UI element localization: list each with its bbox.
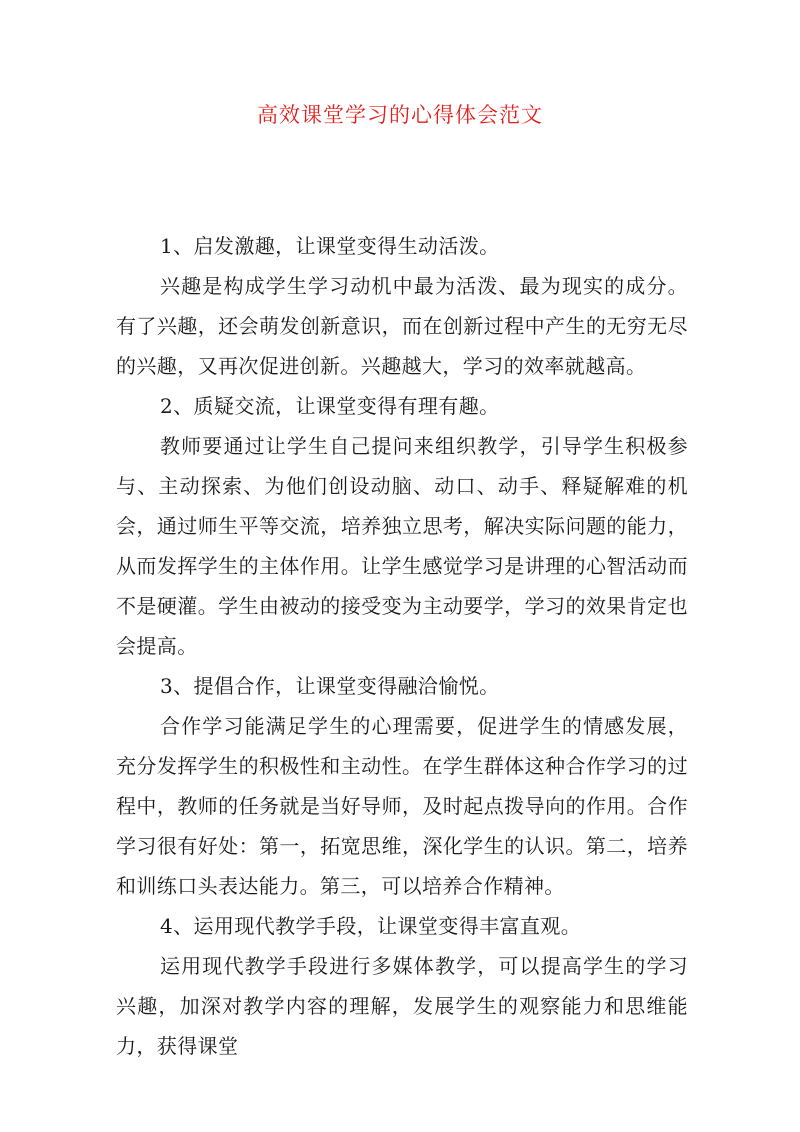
section-heading: 3、提倡合作，让课堂变得融洽愉悦。	[160, 674, 500, 698]
document-title: 高效课堂学习的心得体会范文	[257, 103, 543, 127]
section-paragraph: 合作学习能满足学生的心理需要，促进学生的情感发展，充分发挥学生的积极性和主动性。在学生群体这种合作学习的过程中，教师的任务就是当好导师，及时起点拨导向的作用。合作学习很有好处：第一，拓宽思维，深化学生的认识。第二，培养和训练口头表达能力。第三，可以培养合作精神。	[116, 714, 688, 898]
section-heading: 2、质疑交流，让课堂变得有理有趣。	[160, 394, 500, 418]
section-heading: 4、运用现代教学手段，让课堂变得丰富直观。	[160, 914, 582, 938]
document-body	[116, 226, 688, 1066]
section-heading: 1、启发激趣，让课堂变得生动活泼。	[160, 234, 500, 258]
section-paragraph: 教师要通过让学生自己提问来组织教学，引导学生积极参与、主动探索、为他们创设动脑、动口、动手、释疑解难的机会，通过师生平等交流，培养独立思考，解决实际问题的能力，从而发挥学生的主体作用。让学生感觉学习是讲理的心智活动而不是硬灌。学生由被动的接受变为主动要学，学习的效果肯定也会提高。	[116, 434, 688, 658]
section-paragraph: 运用现代教学手段进行多媒体教学，可以提高学生的学习兴趣，加深对教学内容的理解，发展学生的观察能力和思维能力，获得课堂	[116, 954, 688, 1058]
section-paragraph: 兴趣是构成学生学习动机中最为活泼、最为现实的成分。有了兴趣，还会萌发创新意识，而在创新过程中产生的无穷无尽的兴趣，又再次促进创新。兴趣越大，学习的效率就越高。	[116, 274, 688, 378]
